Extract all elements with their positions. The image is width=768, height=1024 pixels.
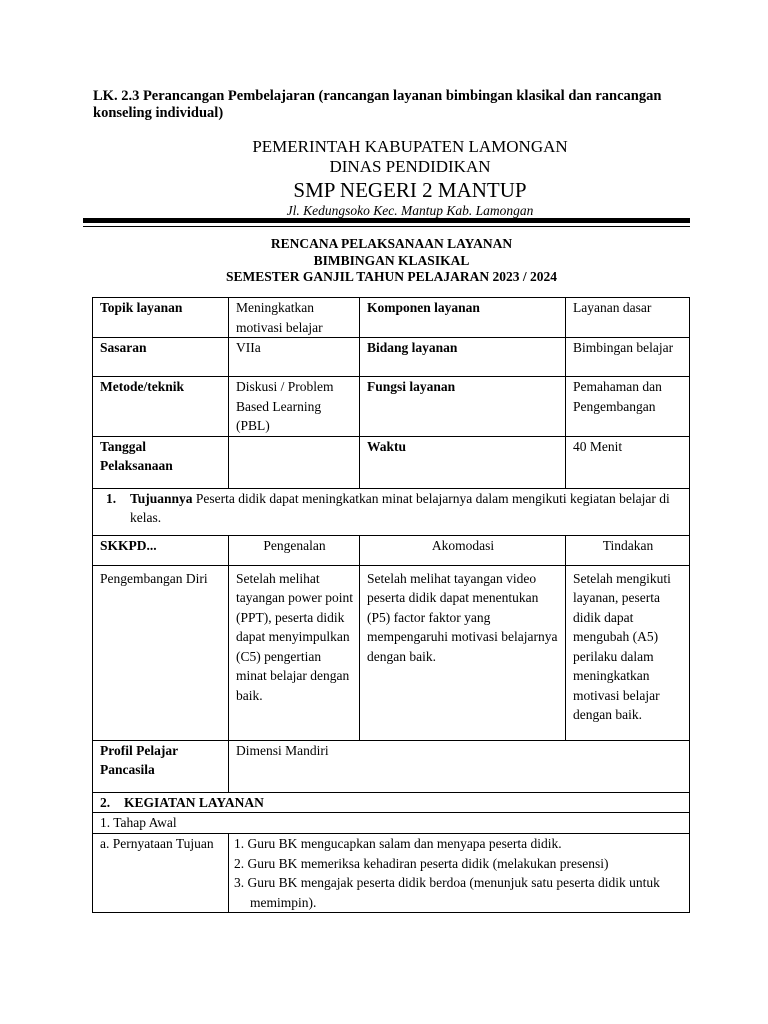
list-item: 2. Guru BK memeriksa kehadiran peserta didik (melakukan presensi) xyxy=(234,855,609,871)
plan-heading-line1: RENCANA PELAKSANAAN LAYANAN xyxy=(270,236,513,251)
pengenalan-header: Pengenalan xyxy=(229,535,360,565)
info-value: Diskusi / Problem Based Learning (PBL) xyxy=(229,377,360,437)
table-row xyxy=(93,792,690,813)
info-value: Pemahaman dan Pengembangan xyxy=(566,377,690,437)
table-row xyxy=(93,740,690,792)
akomodasi-value: Setelah melihat tayangan video peserta didik dapat menentukan (P5) factor faktor yang mempengaruhi motivasi belajarnya dengan baik. xyxy=(360,565,566,740)
letterhead-rule-thick xyxy=(83,218,690,223)
kegiatan-number: 2. xyxy=(100,794,111,810)
info-label: Fungsi layanan xyxy=(360,377,566,437)
steps-list xyxy=(234,834,683,912)
tujuan-number: 1. xyxy=(106,490,117,506)
info-label: Komponen layanan xyxy=(360,298,566,338)
info-label: Bidang layanan xyxy=(360,338,566,377)
letterhead-rule-thin xyxy=(83,226,690,227)
pengenalan-value: Setelah melihat tayangan power point (PPT), peserta didik dapat menyimpulkan (C5) pengertian minat belajar dengan baik. xyxy=(229,565,360,740)
document-title: LK. 2.3 Perancangan Pembelajaran (rancangan layanan bimbingan klasikal dan rancangan konseling individual) xyxy=(93,88,662,121)
info-value: Meningkatkan motivasi belajar xyxy=(229,298,360,338)
steps-cell xyxy=(229,834,690,913)
tindakan-header: Tindakan xyxy=(566,535,690,565)
profil-label: Profil Pelajar Pancasila xyxy=(93,740,229,792)
table-row xyxy=(93,377,690,437)
list-item: 3. Guru BK mengajak peserta didik berdoa (menunjuk satu peserta didik untuk memimpin). xyxy=(234,875,660,910)
kegiatan-title: KEGIATAN LAYANAN xyxy=(124,794,264,810)
kegiatan-heading xyxy=(93,792,690,813)
plan-heading xyxy=(93,236,690,286)
skkpd-value: Pengembangan Diri xyxy=(93,565,229,740)
letterhead-government: PEMERINTAH KABUPATEN LAMONGAN xyxy=(252,137,568,156)
info-label: Topik layanan xyxy=(93,298,229,338)
plan-heading-line3: SEMESTER GANJIL TAHUN PELAJARAN 2023 / 2024 xyxy=(225,269,558,284)
letterhead-school-name: SMP NEGERI 2 MANTUP xyxy=(293,178,527,202)
letterhead-department: DINAS PENDIDIKAN xyxy=(329,157,491,176)
akomodasi-header: Akomodasi xyxy=(360,535,566,565)
tindakan-value: Setelah mengikuti layanan, peserta didik dapat mengubah (A5) perilaku dalam meningkatkan motivasi belajar dengan baik. xyxy=(566,565,690,740)
table-row xyxy=(93,565,690,740)
table-row xyxy=(93,338,690,377)
table-row xyxy=(93,488,690,535)
table-row xyxy=(93,834,690,913)
skkpd-header: SKKPD... xyxy=(93,535,229,565)
table-row xyxy=(93,813,690,834)
table-row xyxy=(93,298,690,338)
tujuan-label: Tujuannya xyxy=(130,490,193,506)
tujuan-body: Peserta didik dapat meningkatkan minat belajarnya dalam mengikuti kegiatan belajar di kelas. xyxy=(130,490,670,525)
plan-table xyxy=(92,297,690,913)
letterhead-address: Jl. Kedungsoko Kec. Mantup Kab. Lamongan xyxy=(286,203,534,218)
plan-heading-line2: BIMBINGAN KLASIKAL xyxy=(313,252,470,268)
tujuan-text xyxy=(100,489,683,528)
tujuan-cell xyxy=(93,488,690,535)
info-label: Waktu xyxy=(360,436,566,488)
info-label: Metode/teknik xyxy=(93,377,229,437)
info-label: Tanggal Pelaksanaan xyxy=(93,436,229,488)
table-row xyxy=(93,535,690,565)
info-value xyxy=(229,436,360,488)
letterhead xyxy=(160,137,660,219)
pernyataan-tujuan-cell xyxy=(93,834,229,913)
info-value: 40 Menit xyxy=(566,436,690,488)
info-value: Bimbingan belajar xyxy=(566,338,690,377)
info-value: VIIa xyxy=(229,338,360,377)
tahap-awal: 1. Tahap Awal xyxy=(93,813,690,834)
info-label: Sasaran xyxy=(93,338,229,377)
profil-value: Dimensi Mandiri xyxy=(229,740,690,792)
pernyataan-tujuan-label: a. Pernyataan Tujuan xyxy=(100,836,214,851)
list-item: 1. Guru BK mengucapkan salam dan menyapa peserta didik. xyxy=(234,836,562,851)
info-value: Layanan dasar xyxy=(566,298,690,338)
table-row xyxy=(93,436,690,488)
